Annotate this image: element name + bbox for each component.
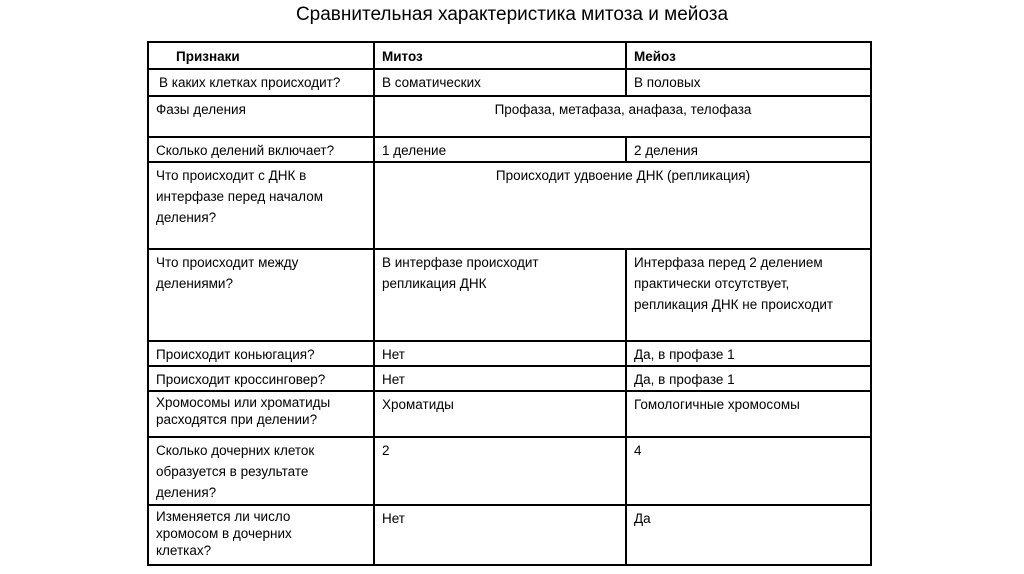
row-meiosis: Да, в профазе 1: [626, 366, 871, 391]
row-mitosis: В соматических: [374, 69, 626, 96]
row-meiosis: Да: [626, 505, 871, 565]
table-row: [148, 96, 871, 137]
row-meiosis: В половых: [626, 69, 871, 96]
row-feature: Что происходит между делениями?: [148, 249, 374, 341]
row-mitosis: Хроматиды: [374, 391, 626, 437]
row-mitosis: Нет: [374, 505, 626, 565]
row-meiosis: Гомологичные хромосомы: [626, 391, 871, 437]
header-mitosis: Митоз: [374, 42, 626, 69]
row-mitosis: Нет: [374, 366, 626, 391]
row-mitosis: 1 деление: [374, 137, 626, 162]
comparison-table: [147, 41, 872, 566]
table-row: [148, 249, 871, 341]
row-feature: Происходит коньюгация?: [148, 341, 374, 366]
table-row: [148, 341, 871, 366]
row-meiosis: 4: [626, 437, 871, 505]
row-feature: Сколько дочерних клеток образуется в результате деления?: [148, 437, 374, 505]
header-meiosis: Мейоз: [626, 42, 871, 69]
row-feature: В каких клетках происходит?: [148, 69, 374, 96]
row-mitosis: 2: [374, 437, 626, 505]
row-meiosis: Да, в профазе 1: [626, 341, 871, 366]
row-feature: Сколько делений включает?: [148, 137, 374, 162]
row-both: Происходит удвоение ДНК (репликация): [374, 162, 871, 249]
table-header-row: [148, 42, 871, 69]
table-row: [148, 505, 871, 565]
row-mitosis: В интерфазе происходит репликация ДНК: [374, 249, 626, 341]
table-row: [148, 437, 871, 505]
row-feature: Фазы деления: [148, 96, 374, 137]
table-row: [148, 391, 871, 437]
table-row: [148, 162, 871, 249]
table-row: [148, 69, 871, 96]
row-feature: Что происходит с ДНК в интерфазе перед началом деления?: [148, 162, 374, 249]
row-meiosis: 2 деления: [626, 137, 871, 162]
row-feature: Изменяется ли число хромосом в дочерних клетках?: [148, 505, 374, 565]
row-both: Профаза, метафаза, анафаза, телофаза: [374, 96, 871, 137]
page-title: Сравнительная характеристика митоза и мейоза: [295, 4, 729, 25]
row-feature: Хромосомы или хроматиды расходятся при делении?: [148, 391, 374, 437]
table-row: [148, 137, 871, 162]
row-feature: Происходит кроссинговер?: [148, 366, 374, 391]
table-row: [148, 366, 871, 391]
row-meiosis: Интерфаза перед 2 делением практически отсутствует, репликация ДНК не происходит: [626, 249, 871, 341]
header-feature: Признаки: [148, 42, 374, 69]
row-mitosis: Нет: [374, 341, 626, 366]
